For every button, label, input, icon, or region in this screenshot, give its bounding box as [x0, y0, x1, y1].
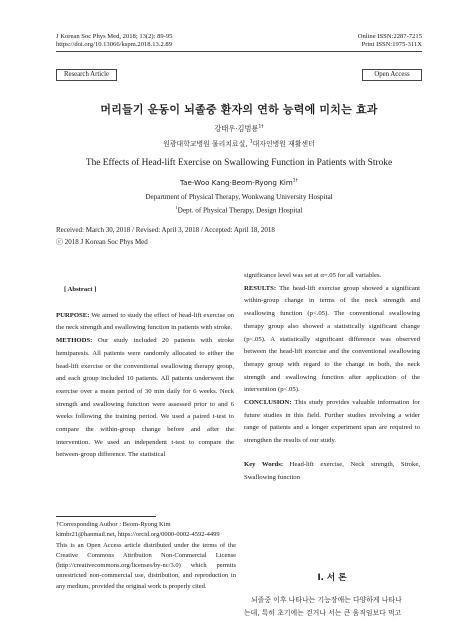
corresponding-author-text: Corresponding Author : Beom-Ryong Kim — [59, 521, 171, 528]
keywords-label: Key Words: — [244, 460, 284, 468]
corresponding-author — [56, 520, 236, 530]
authors-korean-names: 강태우·김범룡 — [214, 124, 259, 133]
abstract-left-column — [56, 284, 234, 462]
print-issn: Print ISSN:1975-311X — [361, 41, 422, 48]
methods-label: METHODS: — [56, 337, 93, 345]
authors-english — [56, 178, 422, 187]
abstract-results — [244, 283, 420, 397]
license-text: This is an Open Access article distributed under the terms of the Creative Commons Attribution Non-Commercial License (http://creativecommons.org/licenses/by-nc/3.0) which permits unrestricted non-commercial use, distribution, and reproduction in any medium, provided the original work is properly cited. — [56, 541, 236, 590]
affiliation-korean-1: 원광대학교병원 물리치료실, — [163, 140, 248, 148]
online-issn: Online ISSN:2287-7215 — [357, 33, 422, 40]
footnote-rule — [56, 516, 156, 517]
journal-citation: J Korean Soc Phys Med, 2018; 13(2): 89-95 — [56, 33, 173, 40]
abstract-conclusion — [244, 397, 420, 448]
authors-korean — [56, 124, 422, 134]
authors-english-mark: 1† — [292, 178, 298, 184]
conclusion-label: CONCLUSION: — [244, 399, 292, 407]
purpose-label: PURPOSE: — [56, 311, 90, 319]
open-access-badge: Open Access — [362, 69, 422, 81]
title-korean: 머리들기 운동이 뇌졸중 환자의 연하 능력에 미치는 효과 — [100, 103, 378, 116]
results-label: RESULTS: — [244, 284, 277, 292]
affiliation-english-1: Department of Physical Therapy, Wonkwang University Hospital — [145, 193, 333, 201]
abstract-heading: [ Abstract ] — [64, 286, 97, 293]
keywords — [244, 459, 420, 484]
affiliation-english-2 — [56, 205, 422, 214]
affiliation-korean-mark: 1 — [249, 139, 253, 145]
abstract-right-column — [244, 270, 420, 484]
keywords-text: Head-lift exercise, Neck strength, Stroke, Swallowing function — [244, 460, 421, 481]
introduction-text — [244, 594, 422, 620]
corresponding-mark: † — [56, 521, 60, 528]
article-dates: Received: March 30, 2018 / Revised: April 3, 2018 / Accepted: April 18, 2018 — [56, 226, 275, 234]
purpose-text: We aimed to study the effect of head-lift exercise on the neck strength and swallowing function in patients with stroke. — [56, 311, 235, 332]
methods-continued: significance level was set at α=.05 for all variables. — [244, 272, 382, 279]
article-type-badge: Research Article — [56, 69, 117, 81]
copyright-line: ⓒ 2018 J Korean Soc Phys Med — [56, 238, 148, 246]
header-rule — [56, 51, 422, 52]
title-english: The Effects of Head-lift Exercise on Swallowing Function in Patients with Stroke — [85, 158, 393, 168]
authors-english-names: Tae-Woo Kang·Beom-Ryong Kim — [180, 178, 293, 187]
footnotes — [56, 520, 236, 592]
contact-info: kimbr21@hanmail.net, https://orcid.org/0000-0002-4592-4499 — [56, 531, 220, 539]
affiliation-english-mark: 1 — [175, 205, 178, 210]
abstract-purpose — [56, 310, 234, 335]
affiliation-korean — [56, 138, 422, 148]
results-text: The head-lift exercise group showed a significant within-group change in terms of the neck strength and swallowing function (p<.05). The conventional swallowing therapy group also showed a statistically significant change (p<.05). A statistically significant difference was observed between the head-lift exercise and the conventional swallowing therapy group with regard to the change in both, the neck strength and swallowing function after application of the intervention (p<.05). — [244, 284, 420, 394]
authors-korean-mark: 1† — [258, 124, 264, 130]
section-heading-introduction: Ⅰ. 서 론 — [317, 573, 347, 583]
affiliation-korean-2: 대자인병원 재활센터 — [252, 140, 315, 148]
doi-link[interactable]: https://doi.org/10.13066/kspm.2018.13.2.89 — [56, 41, 173, 48]
affiliation-english-2-text: Dept. of Physical Therapy, Design Hospital — [177, 206, 303, 215]
conclusion-text: This study provides valuable information for future studies in this field. Further studies involving a wider range of patients and a longer experiment span are required to strengthen the results of our study. — [244, 399, 420, 445]
methods-text: Our study included 20 patients with stroke hemiparesis. All patients were randomly allocated to either the head-lift exercise or the conventional swallowing therapy group, and each group included 10 patients. All patients underwent the exercise over a mean period of 30 min daily for 6 weeks. Neck strength and swallowing function were assessed prior to and 6 weeks following the training period. We used a paired t-test to compare the within-group change before and after the intervention. We used an independent t-test to compare the between-group difference. The statistical — [56, 337, 235, 459]
abstract-methods — [56, 335, 234, 462]
intro-line-2: 는데, 특히 초기에는 걷거나 서는 큰 움직임보다 먹고 — [244, 609, 402, 617]
intro-line-1: 뇌졸중 이후 나타나는 기능장애는 다양하게 나타나 — [251, 596, 402, 604]
